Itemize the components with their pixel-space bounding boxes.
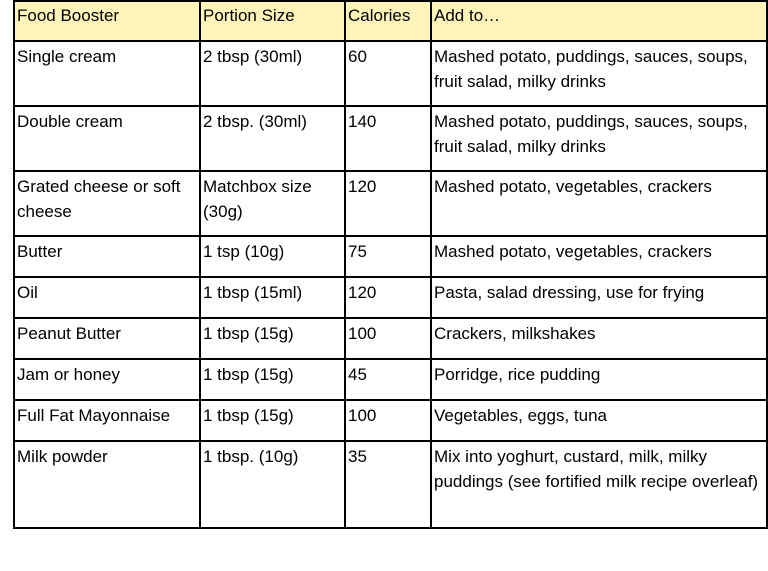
cell-calories: 75 xyxy=(345,236,431,277)
cell-food: Double cream xyxy=(14,106,200,171)
header-add-to: Add to… xyxy=(431,1,767,41)
cell-add-to: Mashed potato, puddings, sauces, soups, fruit salad, milky drinks xyxy=(431,106,767,171)
table-row xyxy=(14,171,767,236)
food-booster-table xyxy=(13,0,768,529)
cell-add-to: Pasta, salad dressing, use for frying xyxy=(431,277,767,318)
cell-food: Single cream xyxy=(14,41,200,106)
cell-calories: 100 xyxy=(345,400,431,441)
cell-portion: 1 tbsp (15ml) xyxy=(200,277,345,318)
cell-calories: 140 xyxy=(345,106,431,171)
table-row xyxy=(14,41,767,106)
cell-add-to: Mashed potato, puddings, sauces, soups, fruit salad, milky drinks xyxy=(431,41,767,106)
header-portion-size: Portion Size xyxy=(200,1,345,41)
cell-add-to: Mashed potato, vegetables, crackers xyxy=(431,171,767,236)
cell-food: Milk powder xyxy=(14,441,200,528)
cell-food: Full Fat Mayonnaise xyxy=(14,400,200,441)
cell-portion: Matchbox size (30g) xyxy=(200,171,345,236)
cell-food: Oil xyxy=(14,277,200,318)
cell-calories: 120 xyxy=(345,171,431,236)
table-row xyxy=(14,236,767,277)
cell-portion: 1 tbsp (15g) xyxy=(200,400,345,441)
cell-calories: 35 xyxy=(345,441,431,528)
cell-food: Jam or honey xyxy=(14,359,200,400)
table-row xyxy=(14,318,767,359)
cell-add-to: Porridge, rice pudding xyxy=(431,359,767,400)
header-calories: Calories xyxy=(345,1,431,41)
cell-calories: 45 xyxy=(345,359,431,400)
table-row xyxy=(14,400,767,441)
cell-portion: 1 tbsp (15g) xyxy=(200,318,345,359)
cell-portion: 1 tsp (10g) xyxy=(200,236,345,277)
table-row xyxy=(14,359,767,400)
cell-food: Grated cheese or soft cheese xyxy=(14,171,200,236)
cell-add-to: Mix into yoghurt, custard, milk, milky puddings (see fortified milk recipe overleaf) xyxy=(431,441,767,528)
cell-portion: 1 tbsp (15g) xyxy=(200,359,345,400)
cell-portion: 1 tbsp. (10g) xyxy=(200,441,345,528)
cell-food: Butter xyxy=(14,236,200,277)
cell-add-to: Vegetables, eggs, tuna xyxy=(431,400,767,441)
cell-calories: 100 xyxy=(345,318,431,359)
table-row xyxy=(14,106,767,171)
table-header-row xyxy=(14,1,767,41)
table-row xyxy=(14,277,767,318)
cell-food: Peanut Butter xyxy=(14,318,200,359)
cell-calories: 120 xyxy=(345,277,431,318)
cell-portion: 2 tbsp. (30ml) xyxy=(200,106,345,171)
cell-portion: 2 tbsp (30ml) xyxy=(200,41,345,106)
cell-calories: 60 xyxy=(345,41,431,106)
cell-add-to: Mashed potato, vegetables, crackers xyxy=(431,236,767,277)
header-food-booster: Food Booster xyxy=(14,1,200,41)
cell-add-to: Crackers, milkshakes xyxy=(431,318,767,359)
table-row xyxy=(14,441,767,528)
